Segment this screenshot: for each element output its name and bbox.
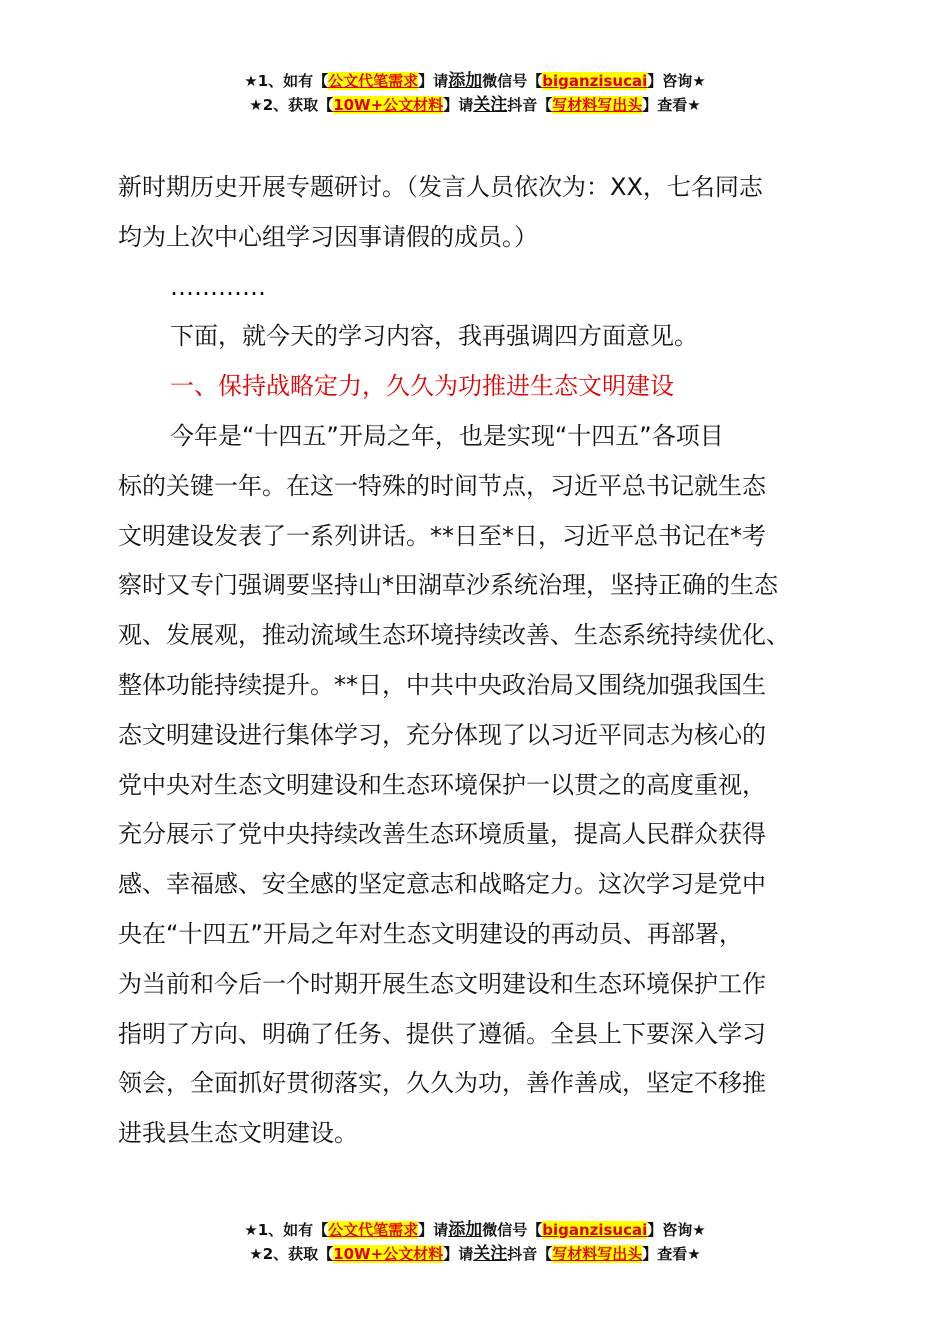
text-line: 进我县生态文明建设。 [118, 1119, 358, 1148]
text-line: 领会，全面抓好贯彻落实，久久为功，善作善成，坚定不移推 [118, 1069, 766, 1098]
wechat-id: biganzisucai [542, 1221, 648, 1239]
section-heading: 一、保持战略定力，久久为功推进生态文明建设 [170, 372, 674, 401]
text: 抖音【 [507, 1245, 553, 1263]
text-line: 态文明建设进行集体学习，充分体现了以习近平同志为核心的 [118, 720, 766, 749]
text-line: 感、幸福感、安全感的坚定意志和战略定力。这次学习是党中 [118, 870, 766, 899]
text-line: 充分展示了党中央持续改善生态环境质量，提高人民群众获得 [118, 820, 766, 849]
highlight-text: 公文代笔需求 [328, 1221, 419, 1239]
text: 】请 [443, 96, 474, 114]
emphasis-text: 添加 [448, 1220, 483, 1240]
promo-line-1 [0, 1218, 950, 1242]
emphasis-text: 添加 [448, 71, 483, 91]
text-line: 均为上次中心组学习因事请假的成员。） [118, 222, 538, 251]
text-line: 为当前和今后一个时期开展生态文明建设和生态环境保护工作 [118, 969, 766, 998]
document-body [118, 163, 858, 1159]
text-line: 今年是“十四五”开局之年，也是实现“十四五”各项目 [170, 421, 724, 450]
text: ★2、获取【 [249, 1245, 334, 1263]
text-line: 整体功能持续提升。**日，中共中央政治局又围绕加强我国生 [118, 670, 766, 699]
text-line: 标的关键一年。在这一特殊的时间节点，习近平总书记就生态 [118, 471, 766, 500]
text: ★1、如有【 [244, 72, 329, 90]
emphasis-text: 关注 [473, 1244, 508, 1264]
text-line: 央在“十四五”开局之年对生态文明建设的再动员、再部署， [118, 919, 743, 948]
text: 】请 [443, 1245, 474, 1263]
text: 】咨询★ [647, 72, 706, 90]
text: 微信号【 [482, 72, 543, 90]
text: 微信号【 [482, 1221, 543, 1239]
text: ★2、获取【 [249, 96, 334, 114]
text-line: 新时期历史开展专题研讨。（发言人员依次为：XX，七名同志 [118, 173, 763, 201]
douyin-id: 写材料写出头 [552, 1245, 643, 1263]
text: 抖音【 [507, 96, 553, 114]
text: 】请 [418, 1221, 449, 1239]
text-line: 文明建设发表了一系列讲话。**日至*日，习近平总书记在*考 [118, 521, 766, 550]
paragraph [118, 412, 858, 1159]
text-line: 察时又专门强调要坚持山*田湖草沙系统治理，坚持正确的生态 [118, 571, 778, 600]
promo-line-1 [0, 69, 950, 93]
text-line: 党中央对生态文明建设和生态环境保护一以贯之的高度重视， [118, 770, 766, 799]
emphasis-text: 关注 [473, 95, 508, 115]
promo-banner-top [0, 69, 950, 117]
wechat-id: biganzisucai [542, 72, 648, 90]
text: 】查看★ [642, 1245, 701, 1263]
text: ★1、如有【 [244, 1221, 329, 1239]
promo-banner-bottom [0, 1218, 950, 1266]
text: 】请 [418, 72, 449, 90]
text-line: 下面，就今天的学习内容，我再强调四方面意见。 [170, 322, 698, 351]
highlight-text: 10W+公文材料 [333, 96, 444, 114]
highlight-text: 10W+公文材料 [333, 1245, 444, 1263]
douyin-id: 写材料写出头 [552, 96, 643, 114]
ellipsis-line: ………… [170, 272, 266, 301]
text-line: 观、发展观，推动流域生态环境持续改善、生态系统持续优化、 [118, 621, 790, 650]
text: 】查看★ [642, 96, 701, 114]
promo-line-2 [0, 1242, 950, 1266]
promo-line-2 [0, 93, 950, 117]
highlight-text: 公文代笔需求 [328, 72, 419, 90]
text: 】咨询★ [647, 1221, 706, 1239]
text-line: 指明了方向、明确了任务、提供了遵循。全县上下要深入学习 [118, 1019, 766, 1048]
